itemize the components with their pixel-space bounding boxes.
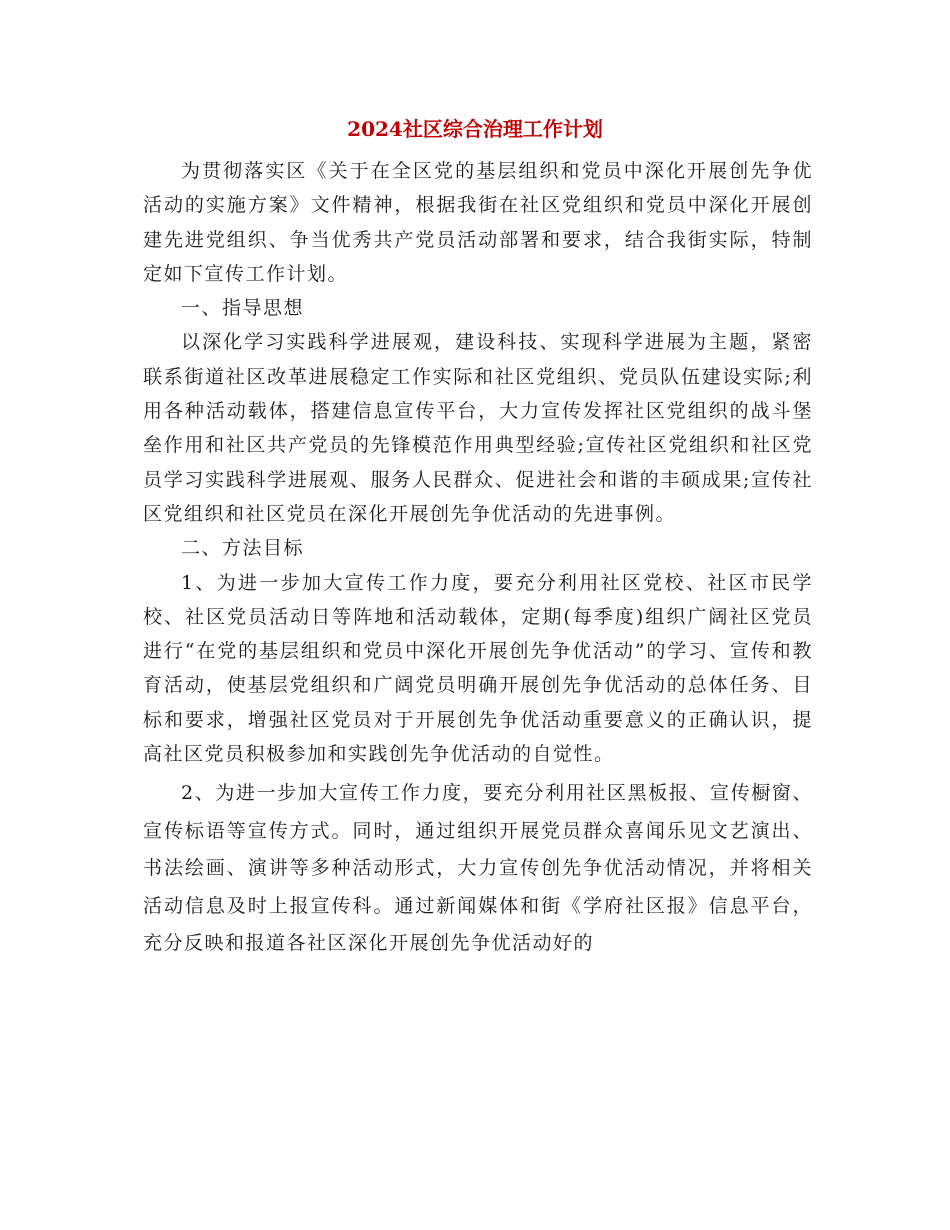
guiding-ideology-paragraph: 以深化学习实践科学进展观，建设科技、实现科学进展为主题，紧密联系街道社区改革进展稳定工作实际和社区党组织、党员队伍建设实际;利用各种活动载体，搭建信息宣传平台，大力宣传发挥社区党组织的战斗堡垒作用和社区共产党员的先锋模范作用典型经验;宣传社区党组织和社区党员学习实践科学进展观、服务人民群众、促进社会和谐的丰硕成果;宣传社区党组织和社区党员在深化开展创先争优活动的先进事例。 xyxy=(143,331,813,525)
intro-paragraph: 为贯彻落实区《关于在全区党的基层组织和党员中深化开展创先争优活动的实施方案》文件精神，根据我街在社区党组织和党员中深化开展创建先进党组织、争当优秀共产党员活动部署和要求，结合我街实际，特制定如下宣传工作计划。 xyxy=(143,160,813,285)
method-item-1-paragraph: 1、为进一步加大宣传工作力度，要充分利用社区党校、社区市民学校、社区党员活动日等阵地和活动载体，定期(每季度)组织广阔社区党员进行“在党的基层组织和党员中深化开展创先争优活动”的学习、宣传和教育活动，使基层党组织和广阔党员明确开展创先争优活动的总体任务、目标和要求，增强社区党员对于开展创先争优活动重要意义的正确认识，提高社区党员积极参加和实践创先争优活动的自觉性。 xyxy=(143,571,813,766)
document-body xyxy=(143,154,813,963)
method-item-2-paragraph: 2、为进一步加大宣传工作力度，要充分利用社区黑板报、宣传橱窗、宣传标语等宣传方式。同时，通过组织开展党员群众喜闻乐见文艺演出、书法绘画、演讲等多种活动形式，大力宣传创先争优活动情况，并将相关活动信息及时上报宣传科。通过新闻媒体和街《学府社区报》信息平台，充分反映和报道各社区深化开展创先争优活动好的 xyxy=(143,782,813,955)
section-heading-method-goals: 二、方法目标 xyxy=(181,537,305,560)
document-title: 2024社区综合治理工作计划 xyxy=(347,117,603,141)
section-heading-guiding-ideology: 一、指导思想 xyxy=(181,297,305,320)
